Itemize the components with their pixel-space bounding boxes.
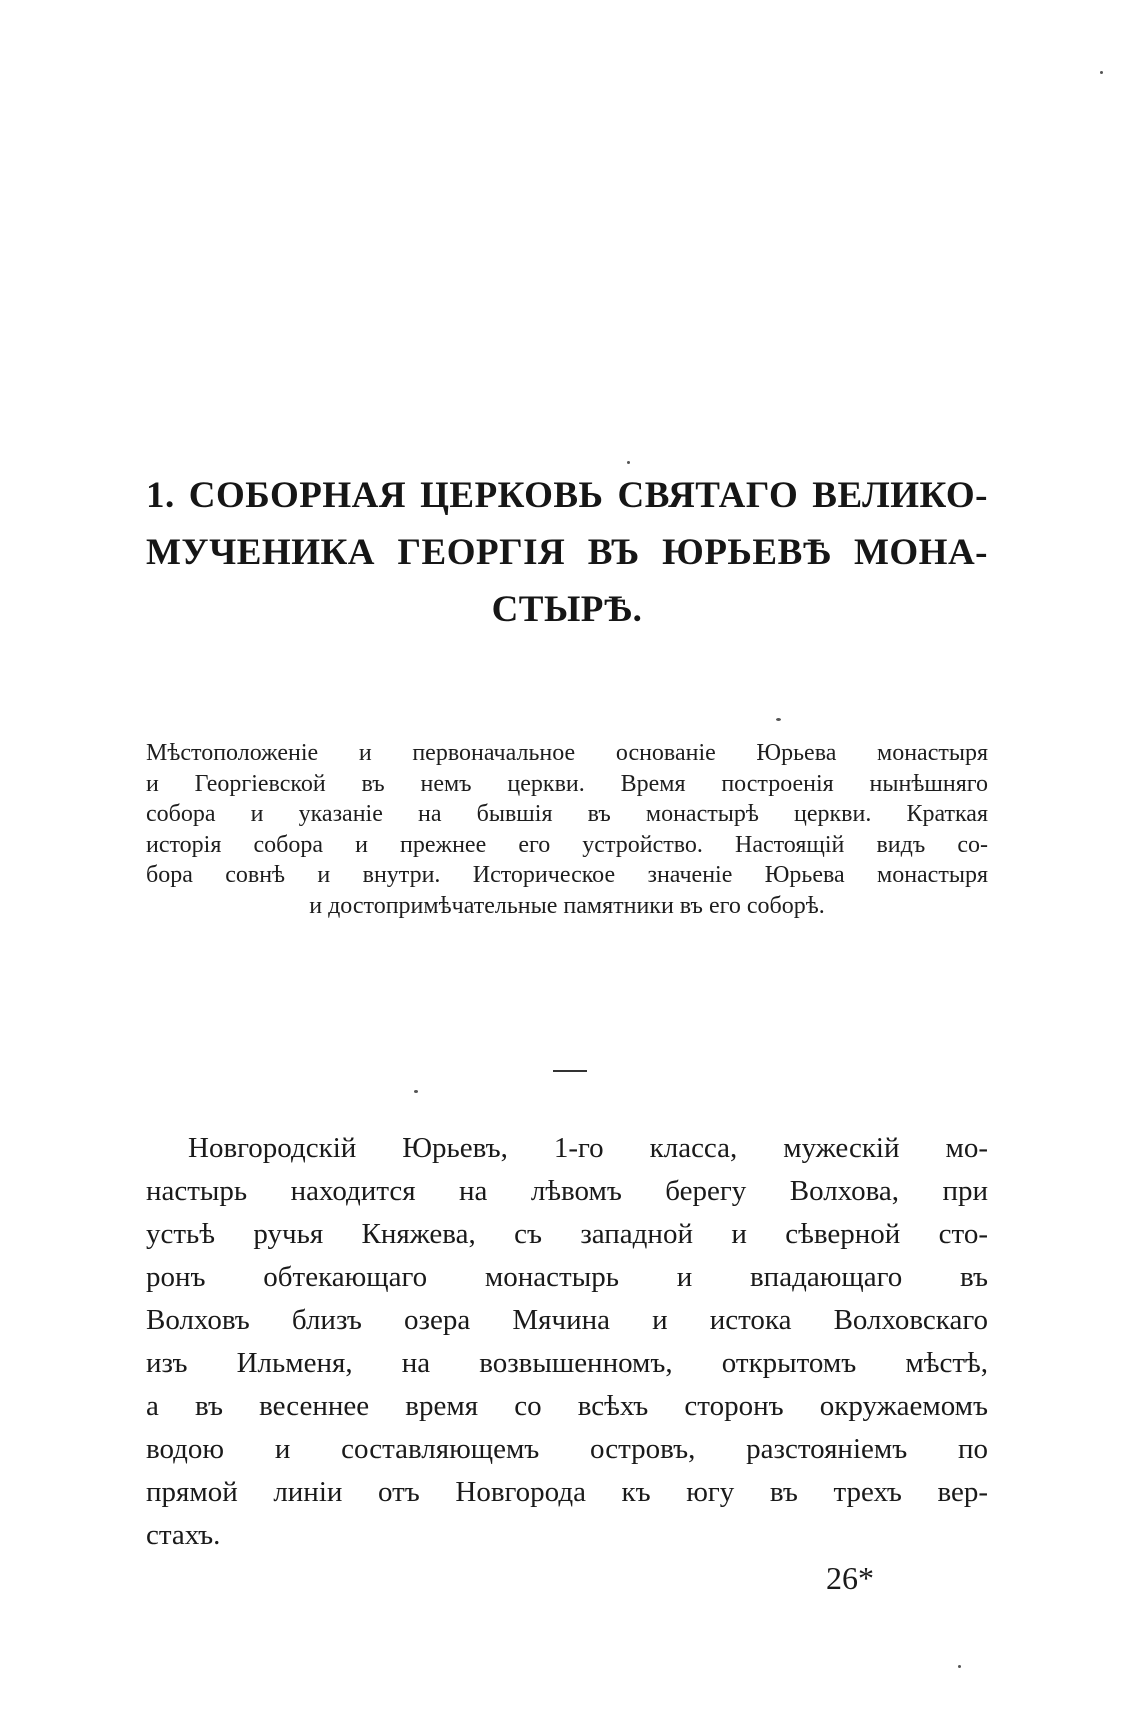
body-line: водою и составляющемъ островъ, разстояніемъ по bbox=[146, 1433, 988, 1465]
body-line: ронъ обтекающаго монастырь и впадающаго въ bbox=[146, 1261, 988, 1293]
chapter-title-line-3: СТЫРѢ. bbox=[491, 589, 643, 630]
section-divider bbox=[553, 1070, 587, 1072]
chapter-title bbox=[146, 467, 988, 638]
summary-line: Мѣстоположеніе и первоначальное основаніе Юрьева монастыря bbox=[146, 740, 988, 766]
summary-line: и Георгіевской въ немъ церкви. Время построенія нынѣшняго bbox=[146, 770, 988, 797]
summary-line: бора совнѣ и внутри. Историческое значеніе Юрьева монастыря bbox=[146, 862, 988, 888]
ink-speck bbox=[958, 1665, 961, 1668]
body-paragraph bbox=[146, 1127, 988, 1557]
ink-speck bbox=[414, 1090, 418, 1093]
summary-line: исторія собора и прежнее его устройство. Настоящій видъ со- bbox=[146, 831, 988, 858]
summary-line: собора и указаніе на бывшія въ монастырѣ церкви. Краткая bbox=[146, 801, 988, 827]
chapter-title-line-1: 1. СОБОРНАЯ ЦЕРКОВЬ СВЯТАГО ВЕЛИКО- bbox=[146, 475, 988, 516]
body-line: а въ весеннее время со всѣхъ сторонъ окружаемомъ bbox=[146, 1390, 988, 1422]
chapter-title-line-2: МУЧЕНИКА ГЕОРГІЯ ВЪ ЮРЬЕВѢ МОНА- bbox=[146, 532, 988, 573]
body-line: стахъ. bbox=[146, 1519, 221, 1551]
summary-line: и достопримѣчательные памятники въ его соборѣ. bbox=[309, 892, 825, 919]
body-line: Новгородскій Юрьевъ, 1-го класса, мужескій мо- bbox=[188, 1132, 988, 1164]
body-line: устьѣ ручья Княжева, съ западной и сѣверной сто- bbox=[146, 1218, 988, 1250]
ink-speck bbox=[627, 461, 630, 464]
body-line: прямой линіи отъ Новгорода къ югу въ трехъ вер- bbox=[146, 1476, 988, 1508]
body-line: настырь находится на лѣвомъ берегу Волхова, при bbox=[146, 1175, 988, 1207]
ink-speck bbox=[1100, 71, 1103, 74]
body-line: Волховъ близъ озера Мячина и истока Волховскаго bbox=[146, 1304, 988, 1336]
body-line: изъ Ильменя, на возвышенномъ, открытомъ мѣстѣ, bbox=[146, 1347, 988, 1379]
chapter-summary bbox=[146, 738, 988, 921]
ink-speck bbox=[776, 718, 781, 721]
signature-mark: 26* bbox=[826, 1560, 874, 1596]
